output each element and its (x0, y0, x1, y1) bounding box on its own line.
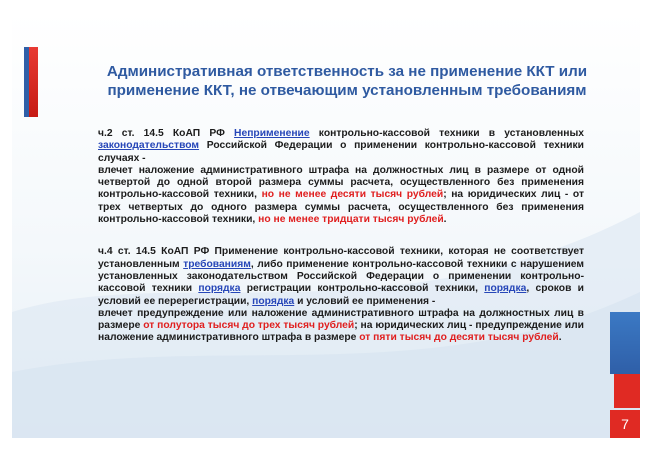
text-run: , сроков и условий ее перерегистрации, (98, 283, 585, 307)
slide (12, 12, 640, 438)
right-accent-red (614, 374, 640, 408)
slide-body (98, 128, 584, 345)
slide-title (82, 62, 612, 100)
title-line-1: Административная ответственность за не применение ККТ или (106, 63, 588, 80)
text-run: и условий ее применения - (294, 295, 436, 307)
title-line-2: применение ККТ, не отвечающим установленным требованиям (107, 82, 587, 99)
link-poryadka-registration[interactable]: порядка (198, 283, 241, 295)
text-run: ; на юридических лиц - от трех четвертых до одного размера суммы расчета, осуществленного без применения контрольно-кассовой техники, (98, 189, 584, 226)
text-run: ; на юридических лиц - предупреждение или наложение административного штрафа в размере (98, 320, 584, 344)
text-run: , либо применение контрольно-кассовой техники с нарушением установленных законодательством Российской Федерации о применении контрольно-кассовой техники (98, 258, 584, 295)
page-number: 7 (621, 416, 629, 432)
link-poryadka-usage[interactable]: порядка (252, 295, 295, 307)
paragraph-part-2-article (98, 128, 584, 165)
link-poryadka-reregistration[interactable]: порядка (484, 283, 527, 295)
highlight-fine-legal-entities: но не менее тридцати тысяч рублей (258, 214, 444, 226)
link-neprimenenie[interactable]: Неприменение (234, 128, 310, 139)
highlight-fine-officials: от полутора тысяч до трех тысяч рублей (143, 320, 355, 332)
text-run: влечет наложение административного штрафа на должностных лиц в размере от одной четвертой до одной второй размера суммы расчета, осуществленного без применения контрольно-кассовой техники, (98, 164, 584, 201)
paragraph-gap (98, 226, 584, 246)
left-accent-red (29, 47, 38, 117)
paragraph-part-2-penalty (98, 165, 584, 226)
highlight-fine-legal-entities: от пяти тысяч до десяти тысяч рублей (359, 332, 559, 344)
highlight-fine-officials: но не менее десяти тысяч рублей (261, 189, 444, 201)
text-run: контрольно-кассовой техники в установленных (309, 128, 584, 139)
text-run: влечет предупреждение или наложение административного штрафа на должностных лиц в размере (98, 307, 584, 332)
text-run: регистрации контрольно-кассовой техники, (240, 283, 485, 295)
text-run: Российской Федерации о применении контрольно-кассовой техники случаях - (98, 140, 584, 164)
link-trebovaniyam[interactable]: требованиям (183, 258, 251, 270)
text-run: . (558, 332, 562, 344)
paragraph-part-4-article (98, 246, 584, 307)
paragraph-part-4-penalty (98, 308, 584, 345)
link-zakonodatelstvom[interactable]: законодательством (98, 140, 200, 152)
text-run: ч.4 ст. 14.5 КоАП РФ Применение контрольно-кассовой техники, которая не соответствует установленным (98, 246, 584, 270)
right-accent-blue (610, 312, 640, 374)
text-run: . (443, 214, 447, 226)
text-run: ч.2 ст. 14.5 КоАП РФ (98, 128, 235, 139)
page-number-badge (610, 410, 640, 438)
